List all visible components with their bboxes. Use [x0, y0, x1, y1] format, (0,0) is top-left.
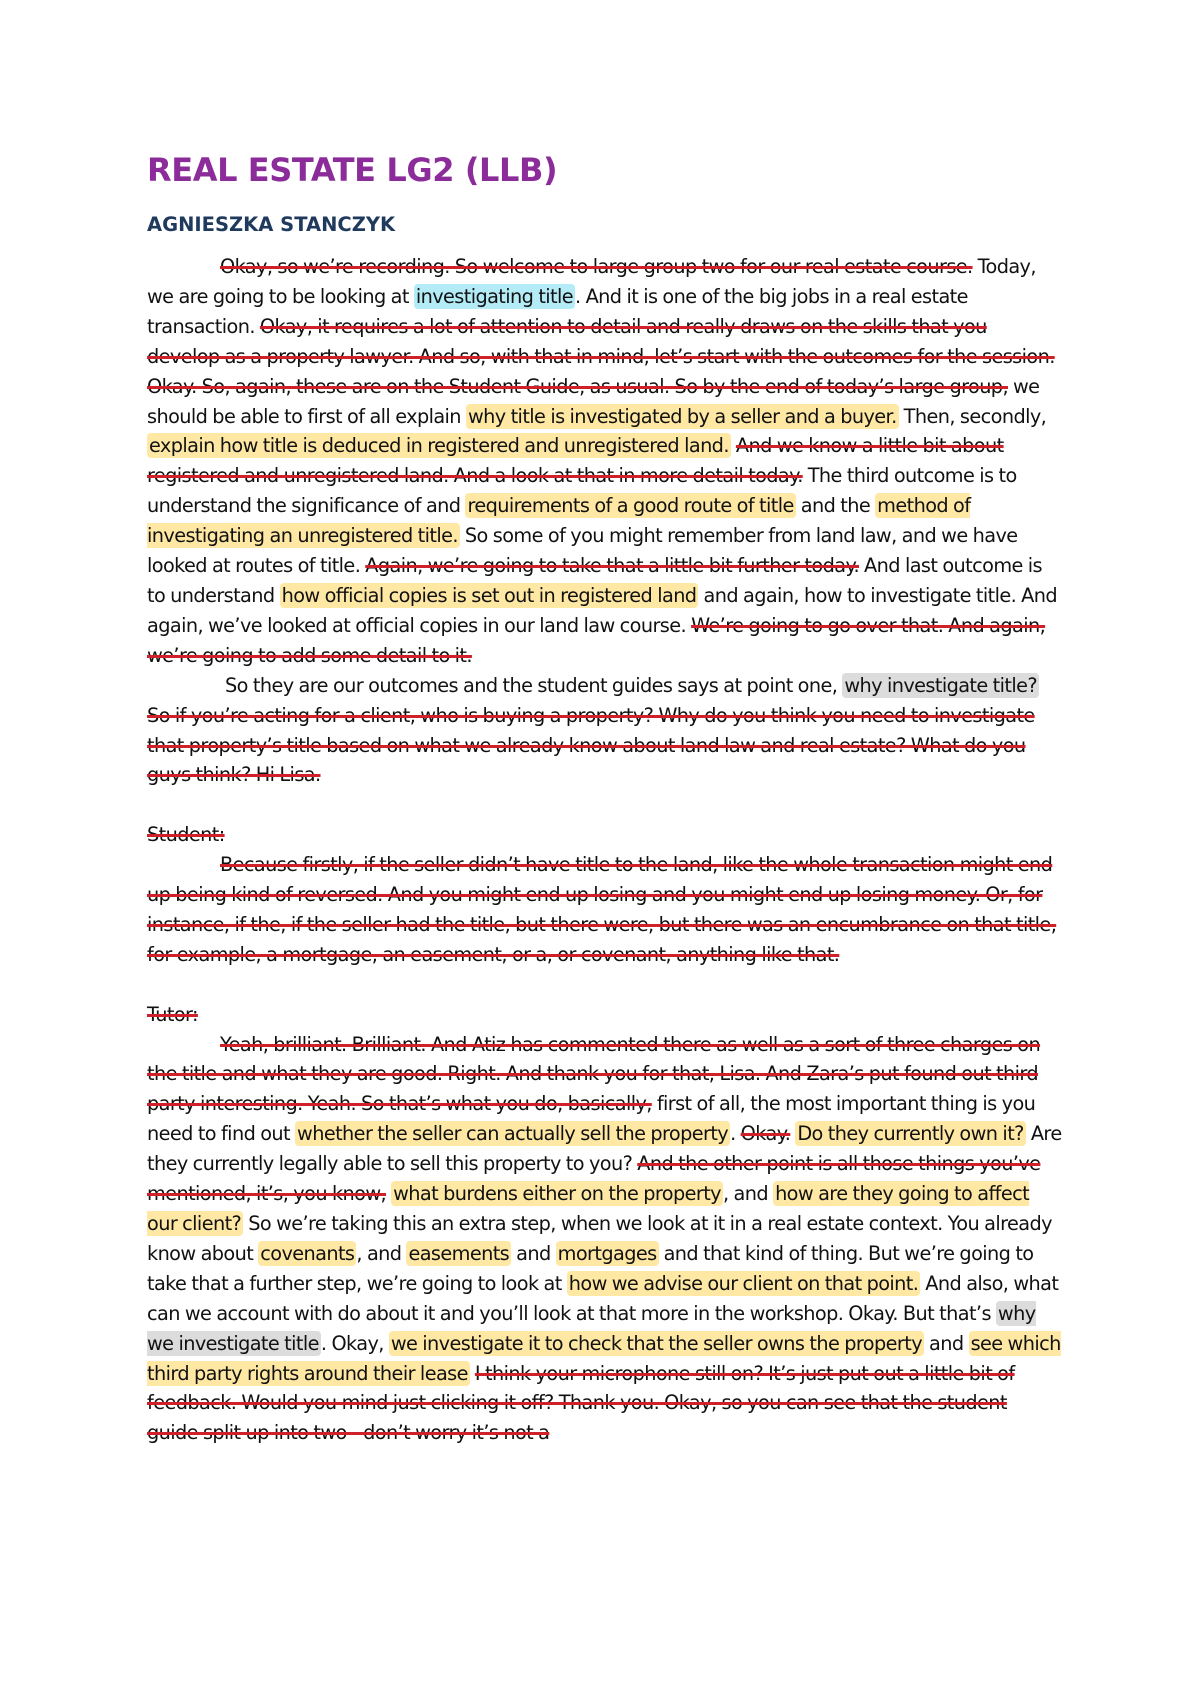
text-run: and	[924, 1331, 969, 1355]
text-run: first of all, the most important thing is you need to find out	[147, 1092, 1036, 1146]
struck-text: Yeah, brilliant. Brilliant. And Atiz has commented there as well as a sort of three charges on the title and what they are good. Right. And thank you for that, Lisa. And Zara’s put found out third party interesting. Yeah. So that’s what you do, basically,	[147, 1032, 1041, 1116]
text-run: Today, we are going to be looking at	[147, 255, 1036, 308]
transcript-paragraph	[147, 671, 1062, 791]
transcript-body	[147, 252, 1062, 1448]
highlighted-text: Do they currently own it?	[797, 1122, 1024, 1146]
struck-text: We’re going to go over that. And again, we’re going to add some detail to it.	[147, 613, 1046, 667]
text-run: .	[730, 1122, 741, 1146]
speaker-label	[147, 1000, 1062, 1030]
highlighted-text: explain how title is deduced in registered and unregistered land.	[149, 434, 729, 458]
struck-text: And we know a little bit about registered and unregistered land. And a look at that in more detail today.	[147, 434, 1004, 488]
highlighted-text: how we advise our client on that point.	[568, 1271, 919, 1295]
highlighted-text: how official copies is set out in registered land	[281, 583, 697, 607]
struck-text: Okay.	[740, 1122, 791, 1146]
highlighted-text: why investigate title?	[844, 673, 1038, 697]
highlighted-text: see which third party rights around their lease	[147, 1331, 1061, 1385]
highlighted-text: how are they going to affect our client?	[147, 1182, 1030, 1235]
text-run: . Okay,	[320, 1331, 389, 1355]
highlighted-text: whether the seller can actually sell the property	[297, 1122, 729, 1146]
text-run: So some of you might remember from land law, and we have looked at routes of title.	[147, 524, 1018, 578]
speaker-label	[147, 820, 1062, 850]
struck-text: Okay, so we’re recording. So welcome to large group two for our real estate course.	[220, 255, 973, 278]
transcript-paragraph	[147, 850, 1062, 970]
text-run: Are they currently legally able to sell this property to you?	[147, 1122, 1062, 1176]
text-run: we should be able to first of all explain	[147, 374, 1040, 428]
text-run: And last outcome is to understand	[147, 554, 1042, 607]
document-title: REAL ESTATE LG2 (LLB)	[147, 151, 558, 189]
text-run: , and	[356, 1241, 407, 1265]
text-run: The third outcome is to understand the significance of and	[147, 464, 1017, 518]
struck-text: I think your microphone still on? It’s just put out a little bit of feedback. Would you mind just clicking it off? Thank you. Okay, so you can see that the student guide split up into two - don’t worry it’s not a	[147, 1361, 1015, 1445]
text-run: and the	[795, 494, 876, 518]
highlighted-text: requirements of a good route of title	[467, 494, 794, 518]
highlighted-text: method of investigating an unregistered title.	[147, 494, 971, 548]
struck-text: Again, we’re going to take that a little bit further today.	[365, 554, 860, 578]
text-run: and again, how to investigate title. And again, we’ve looked at official copies in our land law course.	[147, 583, 1058, 637]
struck-text: So if you’re acting for a client, who is buying a property? Why do you think you need to investigate that property’s title based on what we already know about land law and real estate? What do you guys think? Hi Lisa.	[147, 703, 1035, 787]
transcript-paragraph	[147, 1030, 1062, 1449]
text-run: So we’re taking this an extra step, when we look at it in a real estate context. You already know about	[147, 1211, 1052, 1265]
highlighted-text: investigating title	[415, 284, 574, 308]
text-run: So they are our outcomes and the student guides says at point one,	[225, 673, 843, 697]
highlighted-text: covenants	[260, 1241, 355, 1265]
text-run: Then, secondly,	[898, 404, 1047, 428]
highlighted-text: what burdens either on the property	[393, 1182, 721, 1206]
highlighted-text: easements	[408, 1241, 510, 1265]
struck-text: Okay, it requires a lot of attention to detail and really draws on the skills that you develop as a property lawyer. And so, with that in mind, let’s start with the outcomes for the session. Okay. So, again, these are on the Student Guide, as usual. So by the end of today’s large group,	[147, 314, 1055, 398]
struck-text: Because firstly, if the seller didn’t have title to the land, like the whole transaction might end up being kind of reversed. And you might end up losing and you might end up losing money. Or, for instance, if the, if the seller had the title, but there were, but there was an encumbrance on that title, for example, a mortgage, an easement, or a, or covenant, anything like that.	[147, 853, 1057, 966]
text-run: and that kind of thing. But we’re going to take that a further step, we’re going to look at	[147, 1241, 1034, 1295]
text-run: and	[511, 1241, 556, 1265]
text-run: And also, what can we account with do about it and you’ll look at that more in the workshop. Okay. But that’s	[147, 1271, 1059, 1325]
highlighted-text: why we investigate title	[147, 1301, 1036, 1355]
transcript-paragraph	[147, 252, 1062, 671]
highlighted-text: mortgages	[557, 1241, 657, 1265]
author-name: AGNIESZKA STANCZYK	[147, 213, 396, 236]
text-run: , and	[723, 1182, 774, 1206]
struck-text: Student:	[147, 823, 225, 847]
highlighted-text: we investigate it to check that the seller owns the property	[390, 1331, 923, 1355]
struck-text: And the other point is all those things you’ve mentioned, it’s, you know,	[147, 1152, 1041, 1206]
struck-text: Tutor:	[147, 1002, 198, 1026]
text-run: . And it is one of the big jobs in a real estate transaction.	[147, 284, 968, 338]
highlighted-text: why title is investigated by a seller and a buyer.	[467, 404, 897, 428]
